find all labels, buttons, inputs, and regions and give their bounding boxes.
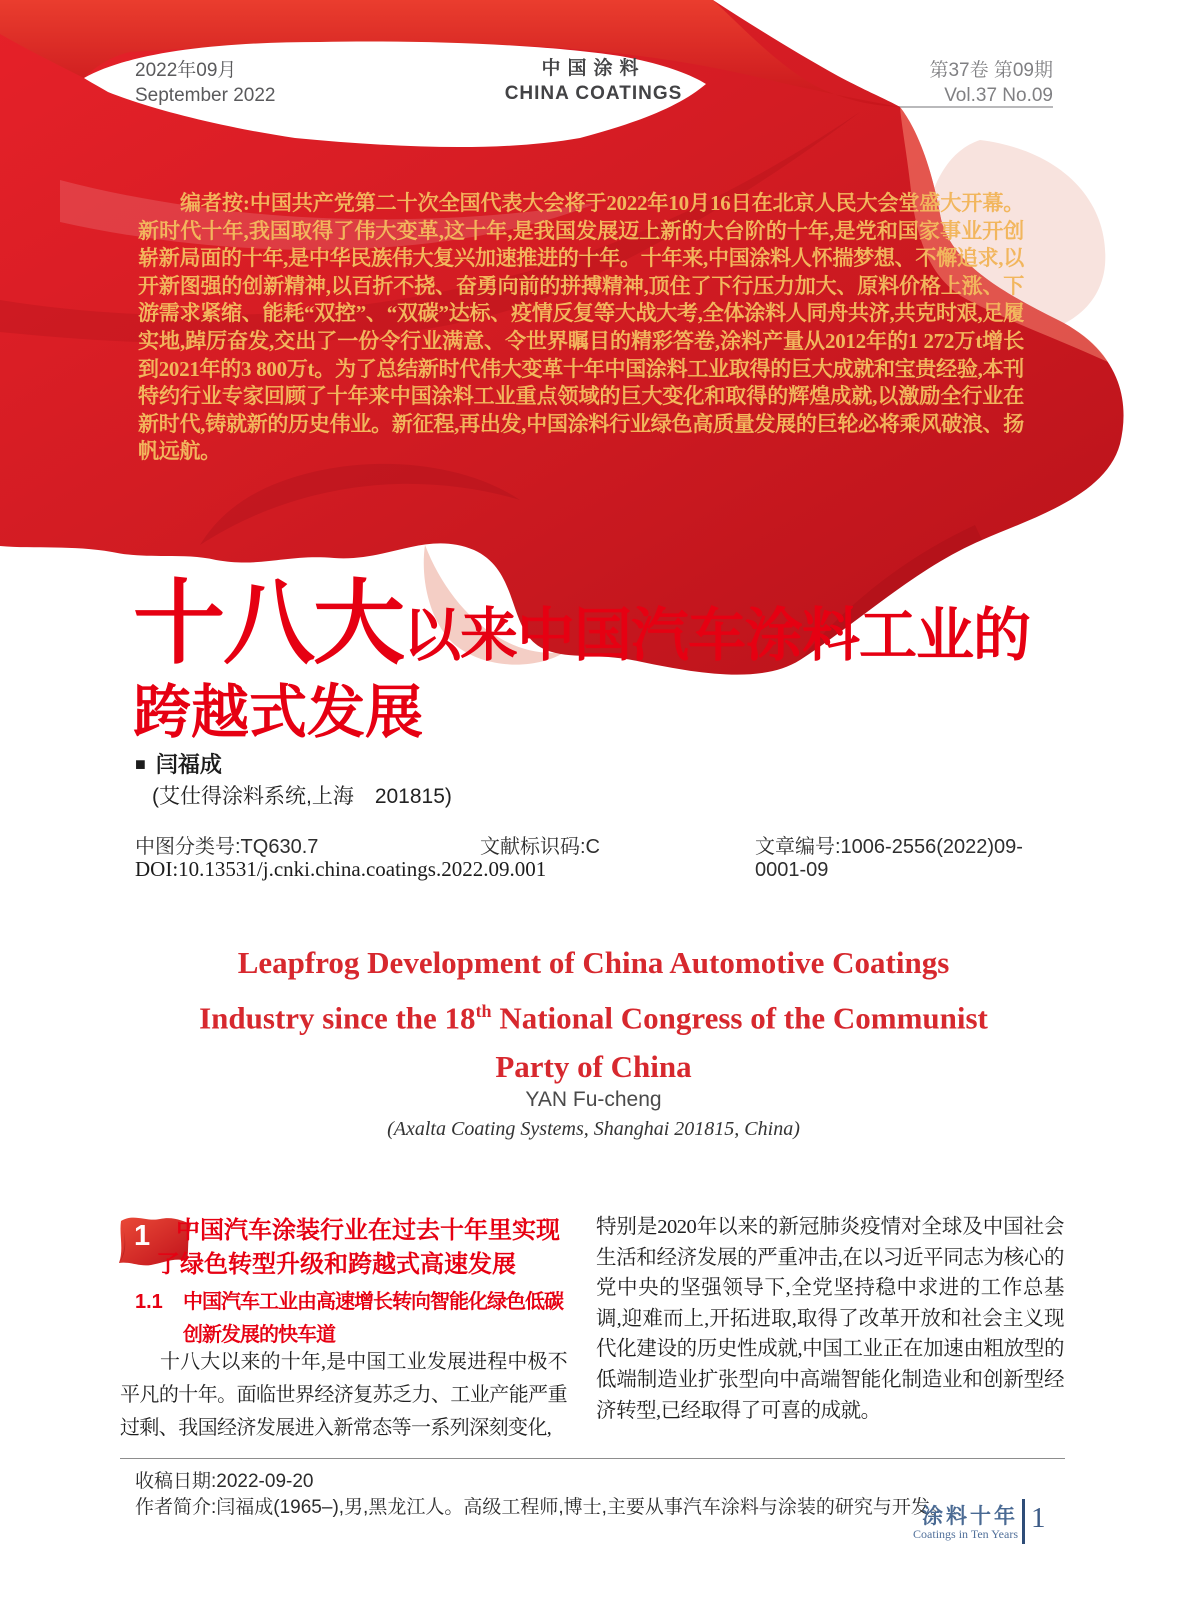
section-1-heading: 中国汽车涂装行业在过去十年里实现了绿色转型升级和跨越式高速发展 <box>156 1217 560 1278</box>
english-title-line1: Leapfrog Development of China Automotive Coatings <box>237 945 950 980</box>
subsection-title: 中国汽车工业由高速增长转向智能化绿色低碳创新发展的快车道 <box>183 1291 563 1346</box>
meta-clc: 中图分类号:TQ630.7 <box>135 836 319 858</box>
footer-slogan-cn: 涂料十年 <box>922 1504 1018 1528</box>
editor-note: 编者按:中国共产党第二十次全国代表大会将于2022年10月16日在北京人民大会堂盛大开幕。新时代十年,我国取得了伟大变革,这十年,是我国发展迈上新的大台阶的十年,是党和国家事业开创崭新局面的十年,是中华民族伟大复兴加速推进的十年。十年来,中国涂料人怀揣梦想、不懈追求,以开新图强的创新精神,以百折不挠、奋勇向前的拼搏精神,顶住了下行压力加大、原料价格上涨、下游需求紧缩、能耗“双控”、“双碳”达标、疫情反复等大战大考,全体涂料人同舟共济,共克时艰,足履实地,踔厉奋发,交出了一份令行业满意、令世界瞩目的精彩答卷,涂料产量从2012年的1 272万t增长到2021年的3 800万t。为了总结新时代伟大变革十年中国涂料工业取得的巨大成就和宝贵经验,本刊特约行业专家回顾了十年来中国涂料工业重点领域的巨大变化和取得的辉煌成就,以激励全行业在新时代,铸就新的历史伟业。新征程,再出发,中国涂料行业绿色高质量发展的巨轮必将乘风破浪、扬帆远航。 <box>138 191 1024 464</box>
journal-name-en: CHINA COATINGS <box>504 83 683 104</box>
author-row <box>135 748 222 779</box>
author-name: 闫福成 <box>155 752 222 777</box>
footer-slogan-en: Coatings in Ten Years <box>913 1527 1018 1541</box>
journal-name-cn: 中国涂料 <box>541 58 646 79</box>
header-volume <box>929 58 1053 108</box>
body-paragraph-left-column: 十八大以来的十年,是中国工业发展进程中极不平凡的十年。面临世界经济复苏乏力、工业产能严重过剩、我国经济发展进入新常态等一系列深刻变化, <box>120 1351 567 1439</box>
article-title-rest: 以来中国汽车涂料工业的 <box>403 603 1031 668</box>
received-date: 收稿日期:2022-09-20 <box>135 1471 314 1492</box>
english-title-superscript: th <box>475 1001 492 1021</box>
article-title-line2: 跨越式发展 <box>133 680 424 745</box>
meta-doi: DOI:10.13531/j.cnki.china.coatings.2022.09.001 <box>135 857 547 881</box>
page-number: 1 <box>1031 1502 1046 1534</box>
meta-article-id: 文章编号:1006-2556(2022)09-0001-09 <box>755 836 1023 881</box>
footnote-rule <box>120 1458 1065 1459</box>
footer-divider-bar <box>1022 1499 1025 1544</box>
subsection-number: 1.1 <box>135 1291 163 1313</box>
meta-doc-code: 文献标识码:C <box>480 836 600 858</box>
article-title-emphasis: 十八大 <box>133 573 404 675</box>
section-1-1-heading <box>135 1286 575 1352</box>
section-number: 1 <box>134 1220 151 1252</box>
header-date-en: September 2022 <box>135 85 276 106</box>
volume-cn: 第37卷 第09期 <box>929 60 1053 81</box>
author-affiliation-cn: (艾仕得涂料系统,上海 201815) <box>152 785 452 808</box>
english-affiliation: (Axalta Coating Systems, Shanghai 201815, China) <box>387 1118 800 1140</box>
article-title-line1 <box>133 573 1031 675</box>
author-marker-icon: ■ <box>135 754 146 774</box>
author-bio: 作者简介:闫福成(1965–),男,黑龙江人。高级工程师,博士,主要从事汽车涂料与涂装的研究与开发。 <box>135 1497 949 1518</box>
english-title-line3: Party of China <box>495 1049 692 1085</box>
volume-en: Vol.37 No.09 <box>944 85 1053 106</box>
english-author: YAN Fu-cheng <box>525 1088 662 1111</box>
english-title-line2: Industry since the 18th National Congress of the Communist <box>199 1000 988 1036</box>
body-paragraph-right-column: 特别是2020年以来的新冠肺炎疫情对全球及中国社会生活和经济发展的严重冲击,在以习近平同志为核心的党中央的坚强领导下,全党坚持稳中求进的工作总基调,迎难而上,开拓进取,取得了改革开放和社会主义现代化建设的历史性成就,中国工业正在加速由粗放型的低端制造业扩张型向中高端智能化制造业和创新型经济转型,已经取得了可喜的成就。 <box>596 1216 1064 1422</box>
english-title <box>0 938 1187 1091</box>
header-date-cn: 2022年09月 <box>135 60 237 81</box>
